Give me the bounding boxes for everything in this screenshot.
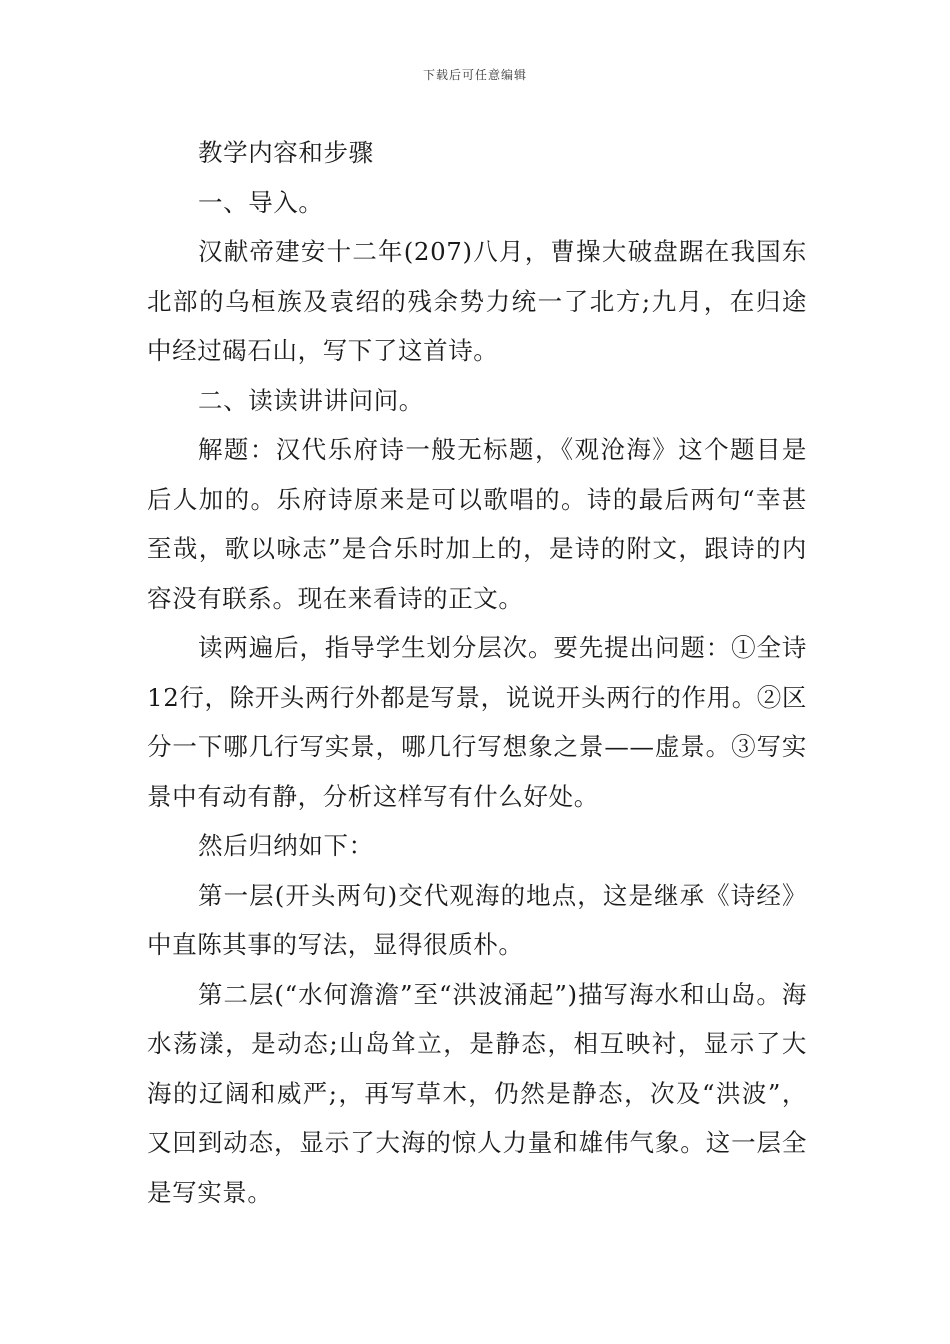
paragraph-layer-one: 第一层(开头两句)交代观海的地点，这是继承《诗经》中直陈其事的写法，显得很质朴。 xyxy=(147,880,807,959)
paragraph-background: 汉献帝建安十二年(207)八月，曹操大破盘踞在我国东北部的乌桓族及袁绍的残余势力统一了北方;九月，在归途中经过碣石山，写下了这首诗。 xyxy=(147,237,807,365)
paragraph-title-explanation: 解题：汉代乐府诗一般无标题，《观沧海》这个题目是后人加的。乐府诗原来是可以歌唱的。诗的最后两句“幸甚至哉，歌以咏志”是合乐时加上的，是诗的附文，跟诗的内容没有联系。现在来看诗的正文。 xyxy=(147,435,807,613)
paragraph-summary-intro: 然后归纳如下： xyxy=(198,831,374,860)
section-heading: 教学内容和步骤 xyxy=(198,138,374,167)
document-body xyxy=(147,128,807,1217)
page-header-note: 下载后可任意编辑 xyxy=(422,68,527,82)
paragraph-layer-two: 第二层(“水何澹澹”至“洪波涌起”)描写海水和山岛。海水荡漾，是动态;山岛耸立，是静态，相互映衬，显示了大海的辽阔和威严;，再写草木，仍然是静态，次及“洪波”，又回到动态，显示了大海的惊人力量和雄伟气象。这一层全是写实景。 xyxy=(147,979,807,1207)
paragraph-guidance-questions: 读两遍后，指导学生划分层次。要先提出问题：①全诗12行，除开头两行外都是写景，说说开头两行的作用。②区分一下哪几行写实景，哪几行写想象之景——虚景。③写实景中有动有静，分析这样写有什么好处。 xyxy=(147,633,807,811)
subheading-intro: 一、导入。 xyxy=(198,187,324,217)
subheading-reading: 二、读读讲讲问问。 xyxy=(198,385,424,415)
